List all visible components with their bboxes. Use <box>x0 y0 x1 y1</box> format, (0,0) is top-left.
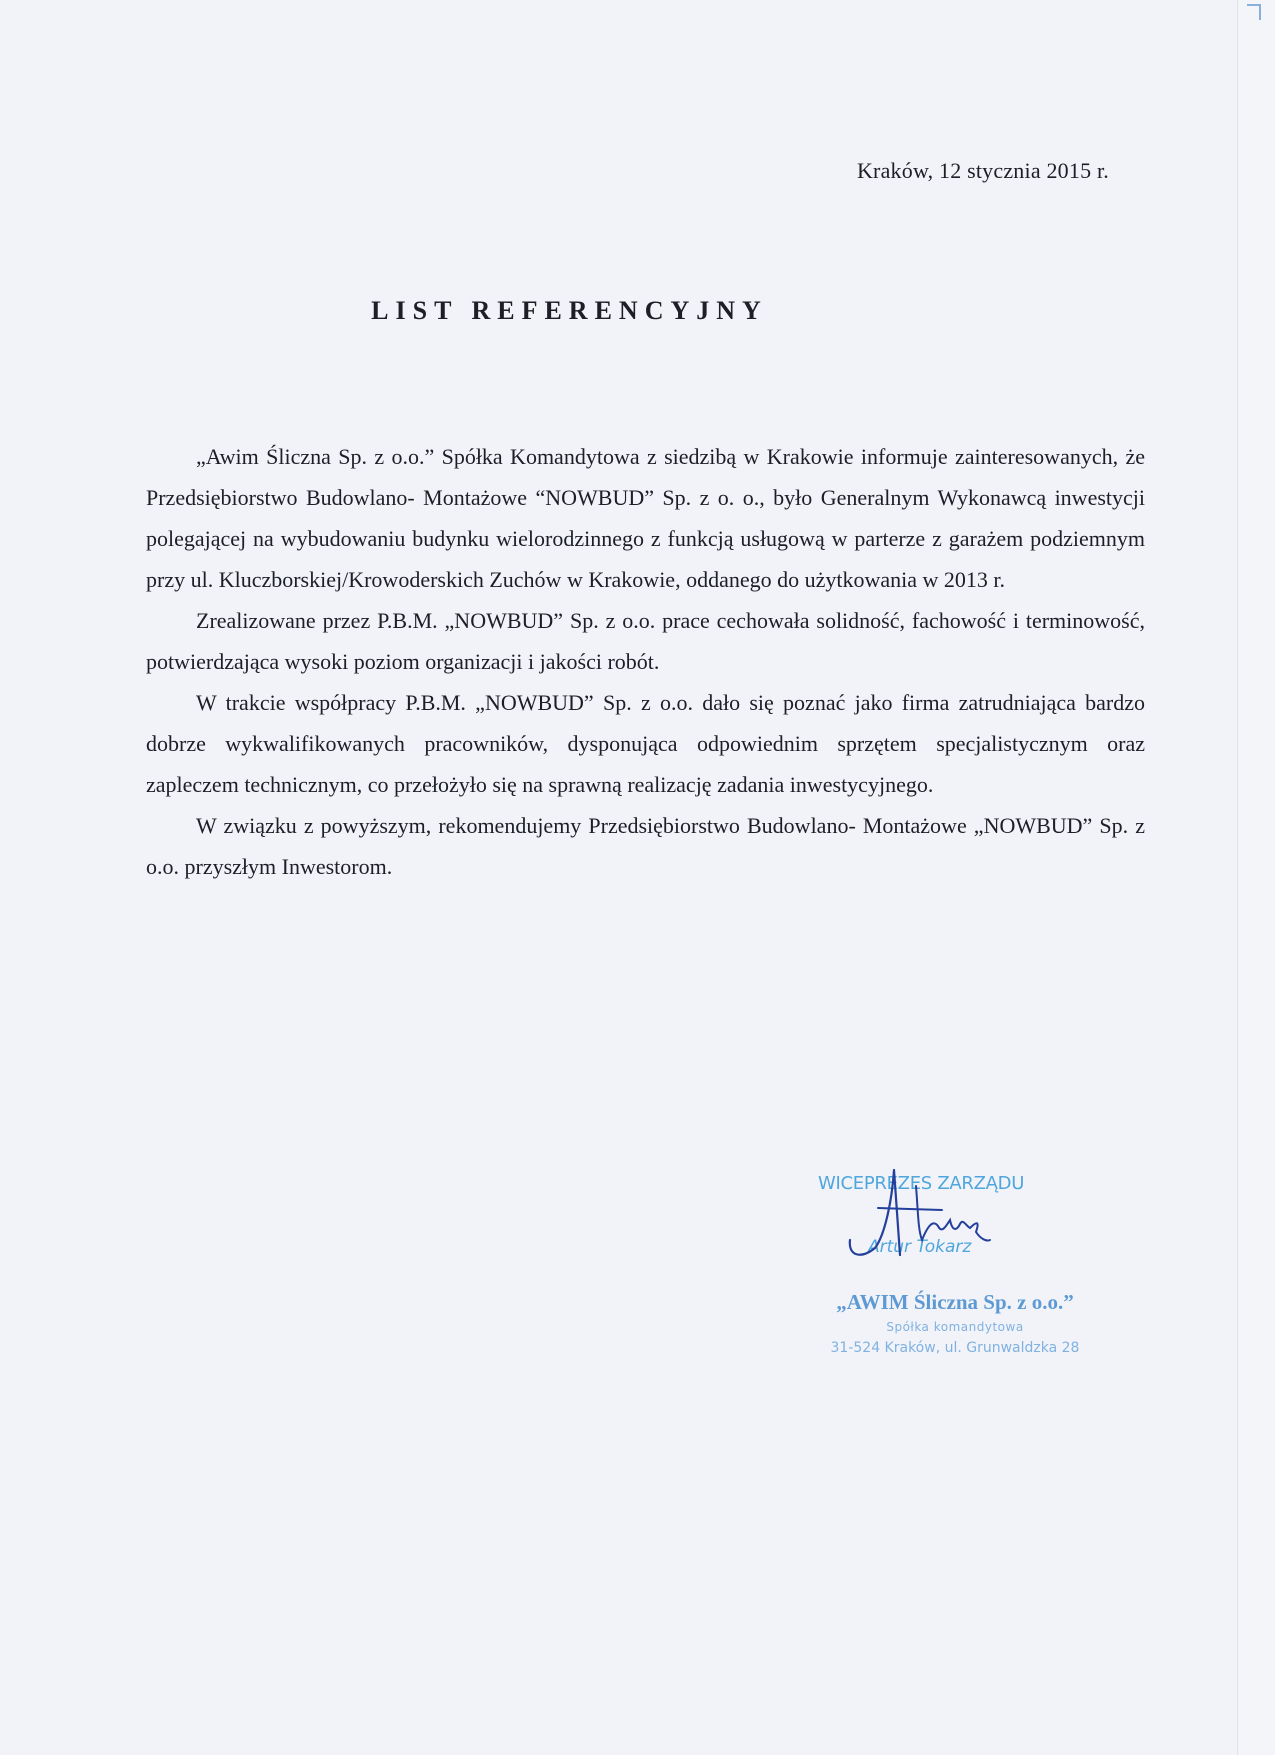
signatory-name: Artur Tokarz <box>868 1237 972 1257</box>
corner-mark-icon <box>1247 4 1261 20</box>
stamp-company-type: Spółka komandytowa <box>886 1320 1024 1334</box>
date-line: Kraków, 12 stycznia 2015 r. <box>856 158 1109 183</box>
paragraph-cooperation: W trakcie współpracy P.B.M. „NOWBUD” Sp. z o.o. dało się poznać jako firma zatrudniająca bardzo dobrze wykwalifikowanych pracowników, dysponująca odpowiednim sprzętem specjalistycznym oraz zapleczem technicznym, co przełożyło się na sprawną realizację zadania inwestycyjnego. <box>146 690 1145 797</box>
paragraph-quality: Zrealizowane przez P.B.M. „NOWBUD” Sp. z o.o. prace cechowała solidność, fachowość i terminowość, potwierdzająca wysoki poziom organizacji i jakości robót. <box>146 608 1145 674</box>
letter-body <box>146 436 1145 887</box>
stamp-address: 31-524 Kraków, ul. Grunwaldzka 28 <box>830 1340 1080 1356</box>
document-title <box>0 296 1275 326</box>
signatory-role: WICEPREZES ZARZĄDU <box>818 1173 1025 1194</box>
stamp-company-name: „AWIM Śliczna Sp. z o.o.” <box>836 1290 1074 1314</box>
scan-margin <box>1238 0 1275 1755</box>
handwritten-signature-icon <box>830 1160 1030 1270</box>
paragraph-recommendation: W związku z powyższym, rekomendujemy Przedsiębiorstwo Budowlano- Montażowe „NOWBUD” Sp. z o.o. przyszłym Inwestorom. <box>146 813 1145 879</box>
paragraph-intro: „Awim Śliczna Sp. z o.o.” Spółka Komandytowa z siedzibą w Krakowie informuje zainteresowanych, że Przedsiębiorstwo Budowlano- Montażowe “NOWBUD” Sp. z o. o., było Generalnym Wykonawcą inwestycji polegającej na wybudowaniu budynku wielorodzinnego z funkcją usługową w parterze z garażem podziemnym przy ul. Kluczborskiej/Krowoderskich Zuchów w Krakowie, oddanego do użytkowania w 2013 r. <box>146 444 1145 592</box>
document-title-text: LIST REFERENCYJNY <box>371 296 768 325</box>
